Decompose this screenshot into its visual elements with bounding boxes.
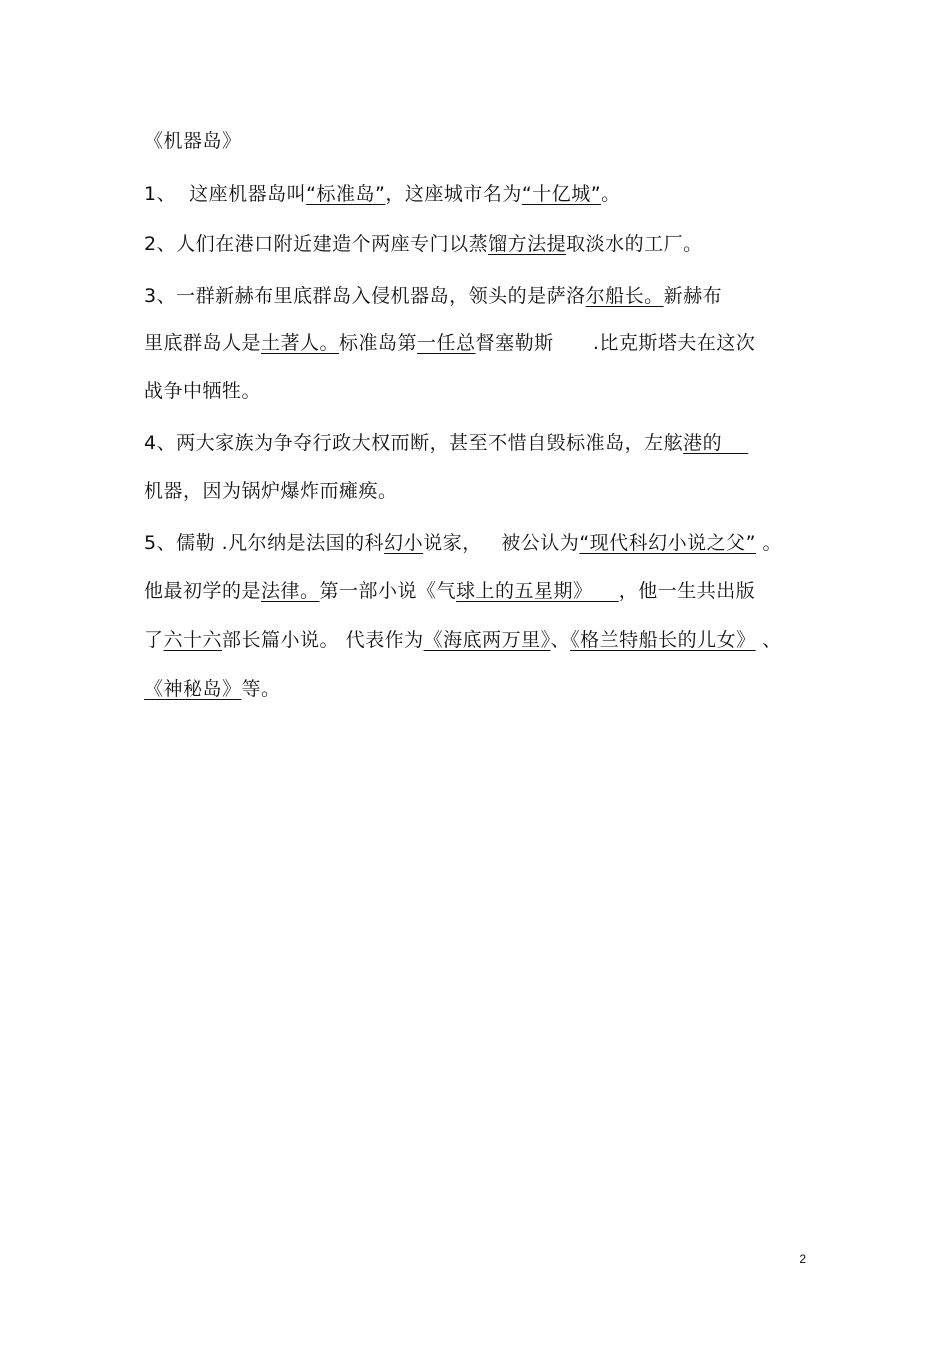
underlined-answer: 尔船长。: [585, 285, 664, 307]
text-segment: 取淡水的工厂。: [566, 233, 703, 255]
text-segment: 1、 这座机器岛叫: [144, 183, 307, 205]
text-line: [144, 283, 722, 309]
text-line: [144, 676, 281, 702]
underlined-answer: 土著人。: [261, 332, 340, 354]
underlined-answer: 馏方法提: [488, 233, 567, 255]
underlined-answer: 港的: [683, 432, 749, 454]
text-segment: 。: [756, 532, 783, 554]
text-line: [144, 378, 261, 404]
underlined-answer: 球上的五星期》: [456, 580, 619, 602]
text-line: [144, 578, 755, 604]
underlined-answer: 幻小: [384, 532, 424, 554]
text-segment: 说家， 被公认为: [423, 532, 580, 554]
text-segment: 3、一群新赫布里底群岛入侵机器岛，领头的是萨洛: [144, 285, 586, 307]
text-segment: ，这座城市名为: [385, 183, 522, 205]
underlined-answer: 六十六: [163, 629, 223, 651]
text-line: [144, 181, 621, 207]
page-number: 2: [799, 1252, 806, 1266]
text-segment: [554, 332, 593, 354]
text-segment: 机器，因为锅炉爆炸而瘫痪。: [144, 480, 398, 502]
text-segment: 2、人们在港口附近建造个两座专门以蒸: [144, 233, 489, 255]
text-line: [144, 231, 703, 257]
text-line: [144, 478, 398, 504]
text-segment: ，他一生共出版: [618, 580, 756, 602]
text-segment: 战争中牺牲。: [144, 380, 262, 402]
text-segment: 第一部小说《气: [319, 580, 457, 602]
text-segment: 督塞勒斯: [475, 332, 554, 354]
text-line: [144, 627, 782, 653]
underlined-answer: 《海底两万里》: [423, 629, 551, 651]
text-segment: 了: [144, 629, 164, 651]
text-segment: .比克斯塔夫在这次: [592, 332, 756, 354]
text-segment: 5、儒勒 .凡尔纳是法国的科: [144, 532, 385, 554]
underlined-answer: “十亿城”: [521, 183, 602, 205]
underlined-answer: 法律。: [261, 580, 320, 602]
text-segment: 里底群岛人是: [144, 332, 262, 354]
underlined-answer: 一任总: [417, 332, 476, 354]
text-segment: 新赫布: [663, 285, 723, 307]
text-segment: 他最初学的是: [144, 580, 262, 602]
text-segment: 4、两大家族为争夺行政大权而断，甚至不惜自毁标准岛，左舷: [144, 432, 684, 454]
document-title: 《机器岛》: [144, 130, 242, 152]
text-segment: 、: [550, 629, 571, 651]
text-line: [144, 330, 755, 356]
text-segment: 等。: [241, 678, 281, 700]
text-segment: 。: [601, 183, 621, 205]
text-line: [144, 430, 748, 456]
underlined-answer: 《格兰特船长的儿女》: [570, 629, 756, 651]
text-segment: 标准岛第: [339, 332, 418, 354]
underlined-answer: “标准岛”: [306, 183, 386, 205]
text-line: [144, 530, 782, 556]
underlined-answer: “现代科幻小说之父”: [579, 532, 756, 554]
underlined-answer: 《神秘岛》: [144, 678, 242, 700]
text-segment: 、: [755, 629, 782, 651]
text-segment: 部长篇小说。 代表作为: [222, 629, 424, 651]
